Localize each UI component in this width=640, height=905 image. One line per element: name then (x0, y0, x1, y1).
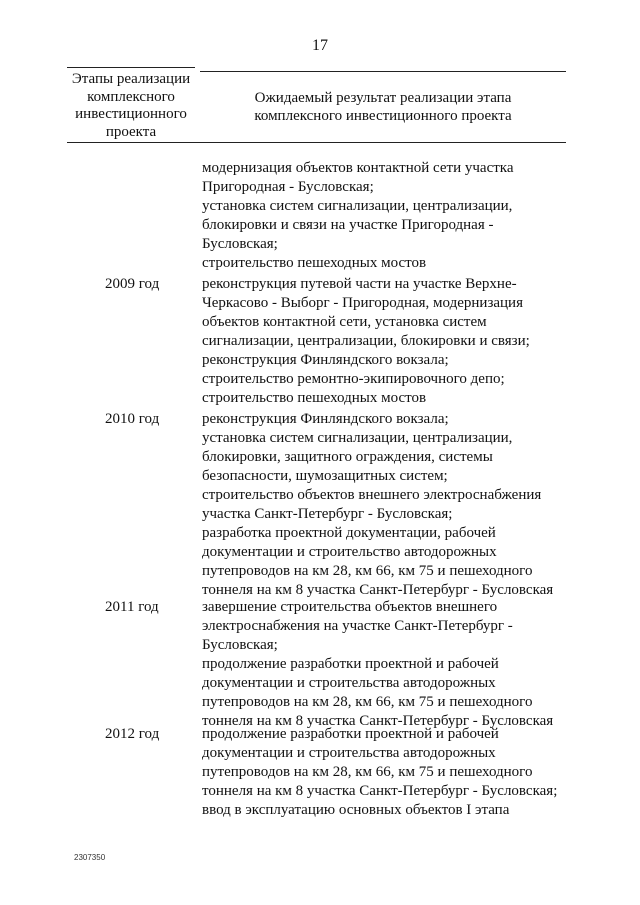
header-right-line: комплексного инвестиционного проекта (254, 107, 512, 124)
result-line: Пригородная - Бусловская; (202, 179, 374, 195)
header-left-line: инвестиционного (75, 106, 187, 122)
result-line: строительство объектов внешнего электроснабжения (202, 487, 542, 503)
result-line: Черкасово - Выборг - Пригородная, модернизация (202, 295, 523, 311)
table-top-rule-right (200, 71, 566, 72)
table-header-bottom-rule (67, 142, 566, 143)
row-year: 2012 год (105, 726, 160, 742)
result-line: сигнализации, централизации, блокировки и связи; (202, 333, 530, 349)
result-line: строительство пешеходных мостов (202, 390, 427, 406)
header-left-line: комплексного (87, 88, 175, 105)
result-line: ввод в эксплуатацию основных объектов I этапа (202, 802, 510, 818)
result-line: тоннеля на км 8 участка Санкт-Петербург - Бусловская (202, 582, 554, 598)
result-line: документации и строительство автодорожных (202, 544, 497, 560)
result-line: строительство пешеходных мостов (202, 255, 427, 271)
result-line: завершение строительства объектов внешнего (202, 599, 498, 615)
result-line: реконструкция Финляндского вокзала; (202, 411, 449, 427)
result-line: путепроводов на км 28, км 66, км 75 и пешеходного (202, 694, 533, 710)
row-year: 2011 год (105, 599, 159, 615)
row-result-text (202, 275, 530, 408)
result-line: установка систем сигнализации, централизации, (202, 430, 513, 446)
result-line: Бусловская; (202, 236, 278, 252)
result-line: тоннеля на км 8 участка Санкт-Петербург - Бусловская (202, 713, 554, 729)
page-number: 17 (312, 37, 328, 54)
row-year: 2010 год (105, 411, 160, 427)
result-line: объектов контактной сети, установка систем (202, 314, 487, 330)
column-header-stages (66, 71, 196, 141)
row-result-text (202, 410, 553, 600)
document-code: 2307350 (74, 853, 106, 862)
header-right-line: Ожидаемый результат реализации этапа (254, 90, 512, 106)
result-line: электроснабжения на участке Санкт-Петербург - (202, 618, 513, 634)
row-result-text (202, 725, 557, 820)
result-line: разработка проектной документации, рабочей (202, 525, 496, 541)
table-top-rule-left (67, 67, 195, 68)
row-year: 2009 год (105, 276, 160, 292)
result-line: реконструкция Финляндского вокзала; (202, 352, 449, 368)
result-line: продолжение разработки проектной и рабочей (202, 656, 499, 672)
result-line: реконструкция путевой части на участке Верхне- (202, 276, 517, 292)
result-line: Бусловская; (202, 637, 278, 653)
result-line: путепроводов на км 28, км 66, км 75 и пешеходного (202, 764, 533, 780)
result-line: установка систем сигнализации, централизации, (202, 198, 513, 214)
row-result-text (202, 159, 514, 273)
result-line: участка Санкт-Петербург - Бусловская; (202, 506, 453, 522)
result-line: блокировки, защитного ограждения, системы (202, 449, 493, 465)
result-line: строительство ремонтно-экипировочного депо; (202, 371, 505, 387)
result-line: безопасности, шумозащитных систем; (202, 468, 448, 484)
result-line: модернизация объектов контактной сети участка (202, 160, 514, 176)
result-line: блокировки и связи на участке Пригородная - (202, 217, 494, 233)
header-left-line: Этапы реализации (71, 71, 191, 87)
result-line: путепроводов на км 28, км 66, км 75 и пешеходного (202, 563, 533, 579)
result-line: документации и строительства автодорожных (202, 675, 496, 691)
result-line: продолжение разработки проектной и рабочей (202, 726, 499, 742)
column-header-expected-result (200, 90, 566, 125)
row-result-text (202, 598, 553, 731)
result-line: тоннеля на км 8 участка Санкт-Петербург - Бусловская; (202, 783, 558, 799)
header-left-line: проекта (105, 123, 157, 140)
result-line: документации и строительства автодорожных (202, 745, 496, 761)
